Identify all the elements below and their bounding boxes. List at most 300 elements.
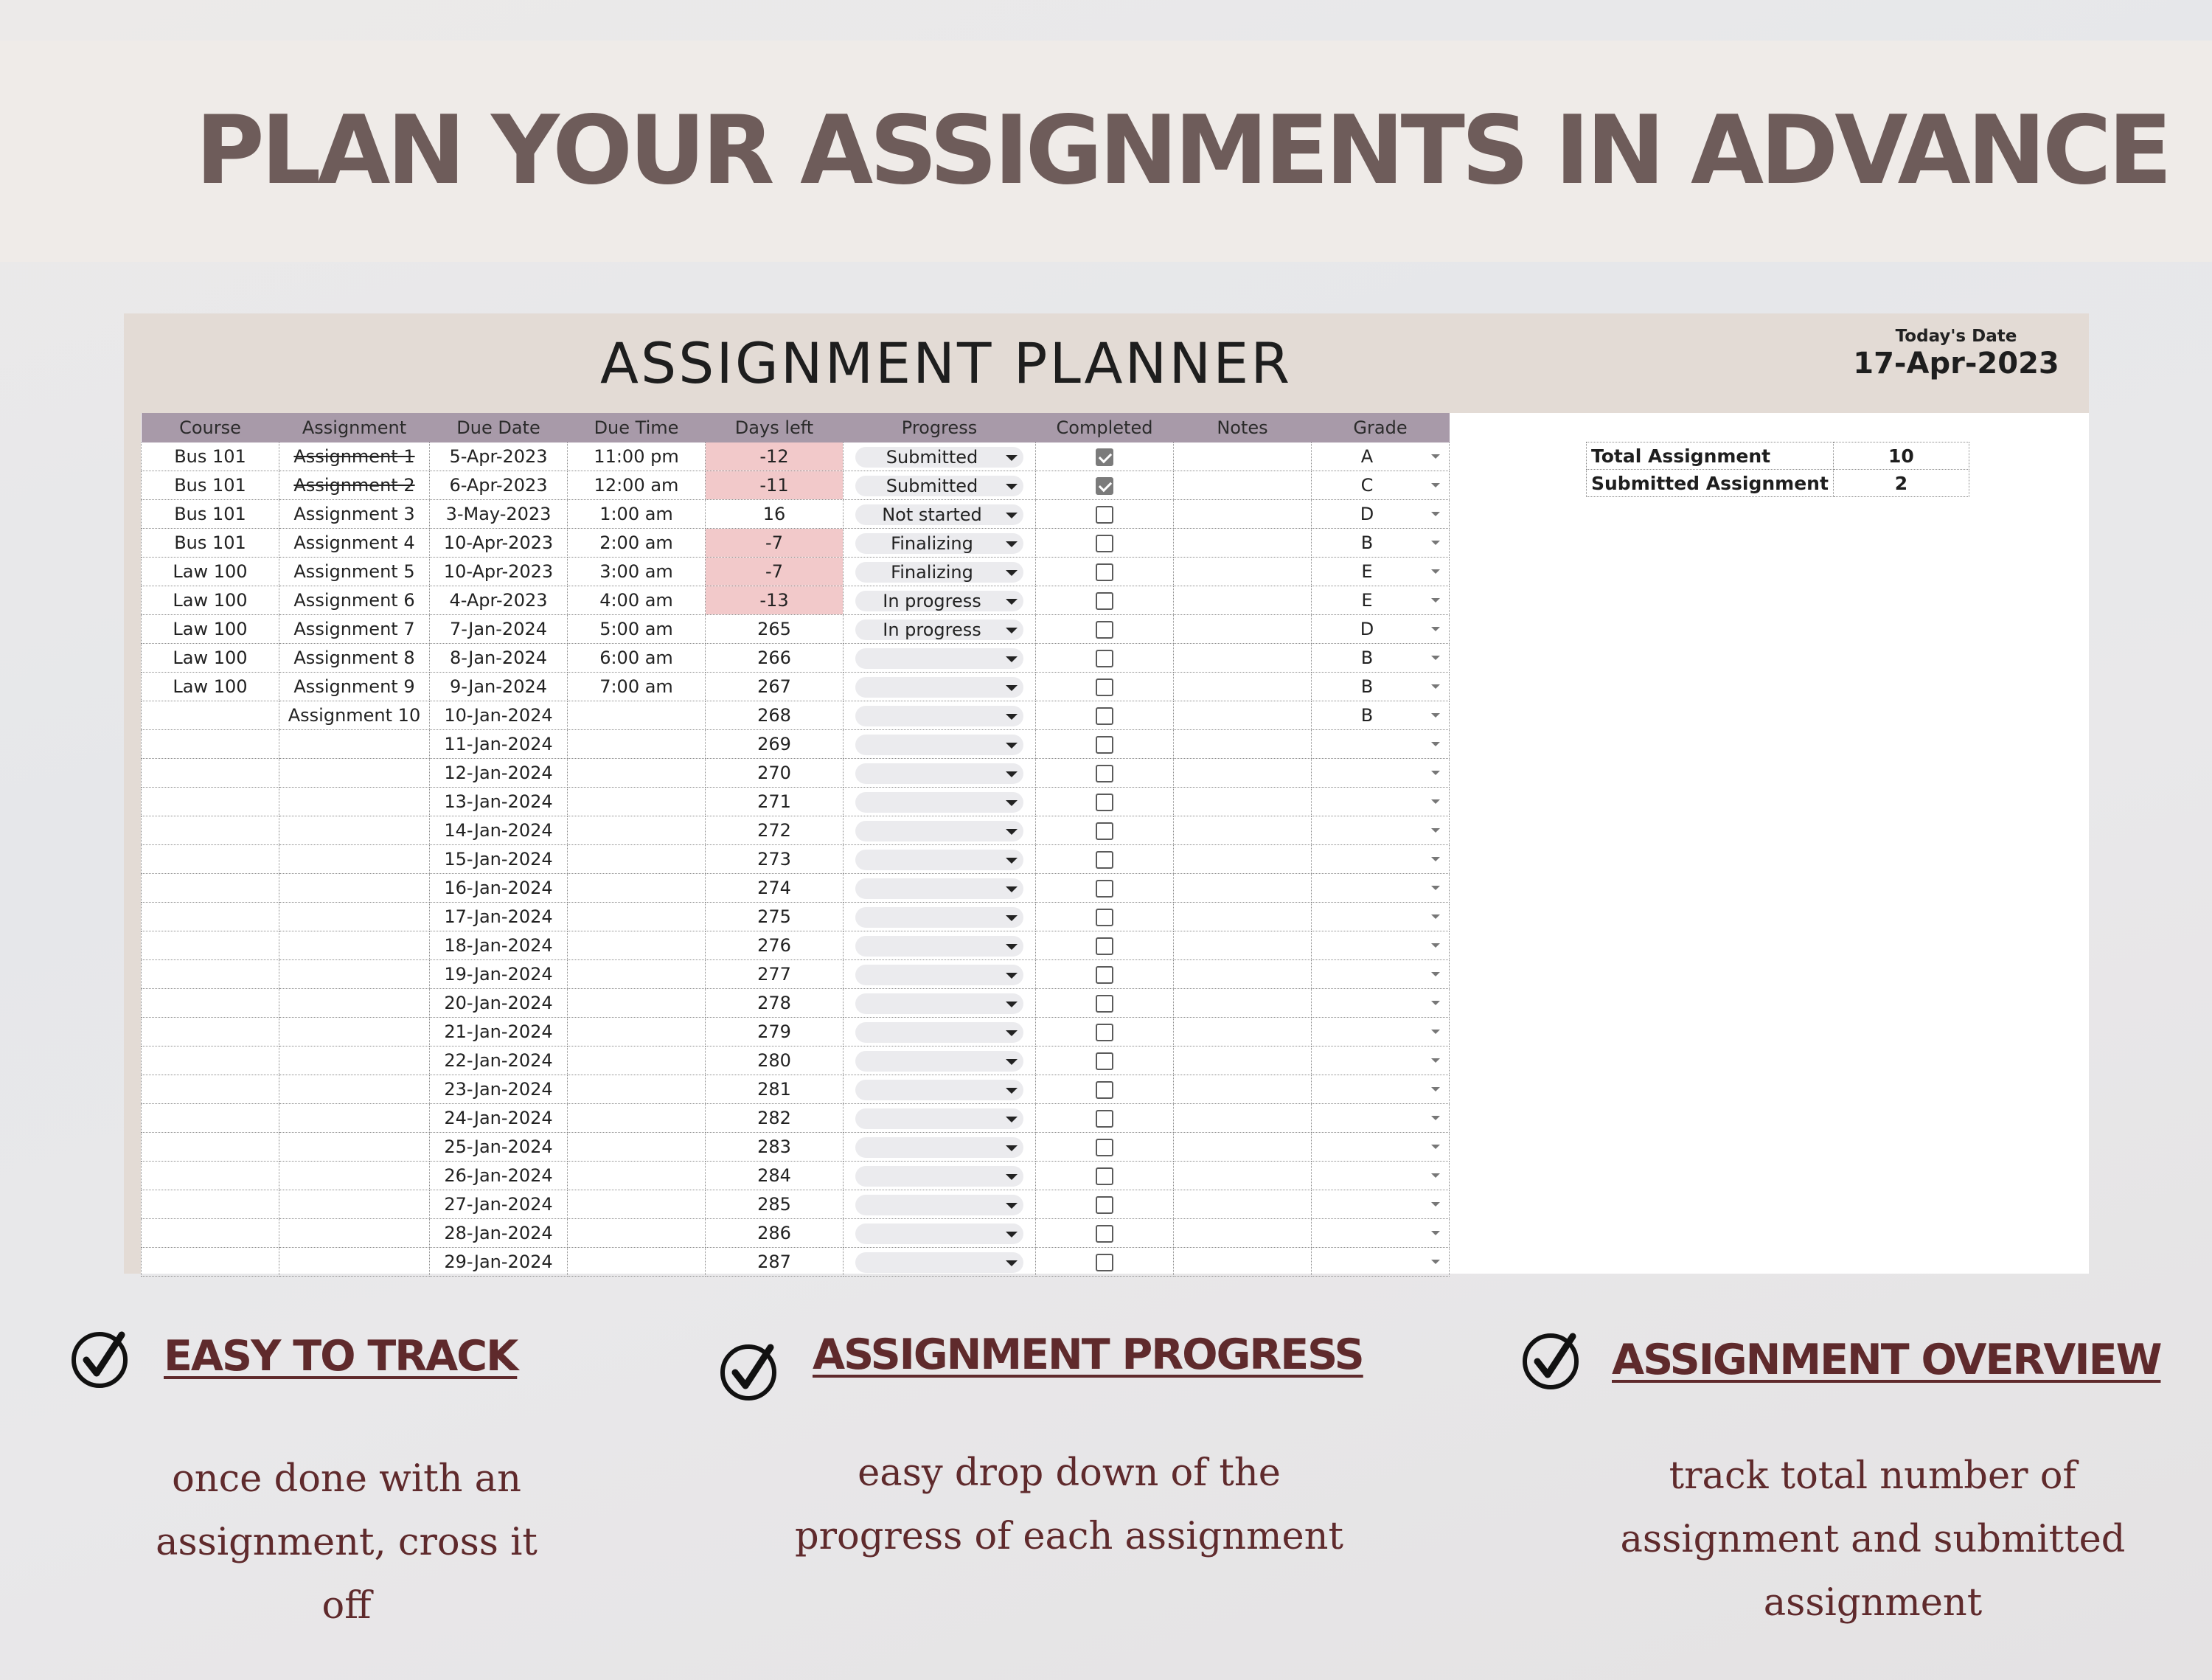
assignment-cell[interactable] <box>279 1075 430 1104</box>
column-header-progress[interactable]: Progress <box>844 413 1036 442</box>
course-cell[interactable]: Bus 101 <box>142 471 279 500</box>
chevron-down-icon[interactable] <box>1006 858 1018 864</box>
grade-cell[interactable] <box>1312 1046 1450 1075</box>
checkbox-icon[interactable] <box>1096 1225 1113 1243</box>
completed-cell[interactable] <box>1036 903 1174 931</box>
checkbox-icon[interactable] <box>1096 1167 1113 1185</box>
progress-dropdown[interactable] <box>855 591 1023 611</box>
caret-down-icon[interactable] <box>1431 1202 1440 1207</box>
course-cell[interactable] <box>142 845 279 874</box>
caret-down-icon[interactable] <box>1431 541 1440 545</box>
notes-cell[interactable] <box>1174 1104 1312 1133</box>
completed-cell[interactable] <box>1036 1219 1174 1248</box>
progress-dropdown[interactable] <box>855 993 1023 1014</box>
chevron-down-icon[interactable] <box>1006 1174 1018 1180</box>
progress-dropdown[interactable] <box>855 1252 1023 1273</box>
grade-cell[interactable] <box>1312 989 1450 1018</box>
due-date-cell[interactable]: 7-Jan-2024 <box>430 615 568 644</box>
checkbox-icon[interactable] <box>1096 1254 1113 1271</box>
days-left-cell[interactable]: 266 <box>706 644 844 673</box>
caret-down-icon[interactable] <box>1431 1260 1440 1264</box>
assignment-cell[interactable] <box>279 1248 430 1277</box>
caret-down-icon[interactable] <box>1431 1058 1440 1063</box>
progress-cell[interactable] <box>844 1248 1036 1277</box>
assignment-cell[interactable]: Assignment 2 <box>279 471 430 500</box>
days-left-cell[interactable]: 280 <box>706 1046 844 1075</box>
due-time-cell[interactable]: 7:00 am <box>568 673 706 701</box>
progress-cell[interactable] <box>844 442 1036 471</box>
course-cell[interactable]: Bus 101 <box>142 442 279 471</box>
completed-cell[interactable] <box>1036 1075 1174 1104</box>
progress-dropdown[interactable] <box>855 763 1023 784</box>
due-date-cell[interactable]: 12-Jan-2024 <box>430 759 568 788</box>
grade-cell[interactable] <box>1312 1133 1450 1162</box>
due-date-cell[interactable]: 28-Jan-2024 <box>430 1219 568 1248</box>
due-date-cell[interactable]: 13-Jan-2024 <box>430 788 568 816</box>
due-time-cell[interactable] <box>568 730 706 759</box>
due-time-cell[interactable]: 12:00 am <box>568 471 706 500</box>
due-time-cell[interactable] <box>568 1018 706 1046</box>
days-left-cell[interactable]: 284 <box>706 1162 844 1190</box>
days-left-cell[interactable]: 274 <box>706 874 844 903</box>
assignment-cell[interactable] <box>279 845 430 874</box>
caret-down-icon[interactable] <box>1431 1087 1440 1091</box>
chevron-down-icon[interactable] <box>1006 1002 1018 1007</box>
completed-cell[interactable] <box>1036 500 1174 529</box>
grade-cell[interactable] <box>1312 471 1450 500</box>
checkbox-icon[interactable] <box>1096 535 1113 552</box>
todays-date-value[interactable]: 17-Apr-2023 <box>1853 347 2059 381</box>
due-time-cell[interactable] <box>568 931 706 960</box>
days-left-cell[interactable]: 285 <box>706 1190 844 1219</box>
notes-cell[interactable] <box>1174 1190 1312 1219</box>
progress-cell[interactable] <box>844 673 1036 701</box>
due-date-cell[interactable]: 24-Jan-2024 <box>430 1104 568 1133</box>
assignment-cell[interactable]: Assignment 7 <box>279 615 430 644</box>
notes-cell[interactable] <box>1174 903 1312 931</box>
chevron-down-icon[interactable] <box>1006 1232 1018 1238</box>
progress-cell[interactable] <box>844 1046 1036 1075</box>
checkbox-icon[interactable] <box>1096 506 1113 524</box>
completed-cell[interactable] <box>1036 442 1174 471</box>
progress-cell[interactable] <box>844 529 1036 558</box>
progress-cell[interactable] <box>844 1219 1036 1248</box>
chevron-down-icon[interactable] <box>1006 829 1018 835</box>
days-left-cell[interactable]: 265 <box>706 615 844 644</box>
assignment-cell[interactable] <box>279 788 430 816</box>
notes-cell[interactable] <box>1174 1219 1312 1248</box>
due-time-cell[interactable]: 6:00 am <box>568 644 706 673</box>
chevron-down-icon[interactable] <box>1006 685 1018 691</box>
days-left-cell[interactable]: -13 <box>706 586 844 615</box>
days-left-cell[interactable]: 279 <box>706 1018 844 1046</box>
completed-cell[interactable] <box>1036 529 1174 558</box>
progress-cell[interactable] <box>844 1018 1036 1046</box>
progress-dropdown[interactable] <box>855 1108 1023 1129</box>
column-header-due-time[interactable]: Due Time <box>568 413 706 442</box>
due-date-cell[interactable]: 29-Jan-2024 <box>430 1248 568 1277</box>
caret-down-icon[interactable] <box>1431 1030 1440 1034</box>
course-cell[interactable] <box>142 874 279 903</box>
due-time-cell[interactable] <box>568 1133 706 1162</box>
progress-dropdown[interactable] <box>855 533 1023 554</box>
notes-cell[interactable] <box>1174 788 1312 816</box>
grade-cell[interactable] <box>1312 1190 1450 1219</box>
checkbox-icon[interactable] <box>1096 621 1113 639</box>
progress-cell[interactable] <box>844 500 1036 529</box>
chevron-down-icon[interactable] <box>1006 743 1018 749</box>
due-time-cell[interactable] <box>568 759 706 788</box>
checkbox-icon[interactable] <box>1096 678 1113 696</box>
chevron-down-icon[interactable] <box>1006 1145 1018 1151</box>
grade-cell[interactable] <box>1312 960 1450 989</box>
due-time-cell[interactable]: 4:00 am <box>568 586 706 615</box>
column-header-due-date[interactable]: Due Date <box>430 413 568 442</box>
notes-cell[interactable] <box>1174 586 1312 615</box>
course-cell[interactable] <box>142 903 279 931</box>
due-date-cell[interactable]: 9-Jan-2024 <box>430 673 568 701</box>
checkbox-icon[interactable] <box>1096 794 1113 811</box>
due-time-cell[interactable] <box>568 1162 706 1190</box>
assignment-cell[interactable] <box>279 730 430 759</box>
due-date-cell[interactable]: 5-Apr-2023 <box>430 442 568 471</box>
grade-cell[interactable] <box>1312 586 1450 615</box>
course-cell[interactable] <box>142 1190 279 1219</box>
completed-cell[interactable] <box>1036 788 1174 816</box>
caret-down-icon[interactable] <box>1431 1001 1440 1005</box>
caret-down-icon[interactable] <box>1431 598 1440 603</box>
due-time-cell[interactable] <box>568 960 706 989</box>
assignment-cell[interactable] <box>279 1162 430 1190</box>
completed-cell[interactable] <box>1036 931 1174 960</box>
completed-cell[interactable] <box>1036 1248 1174 1277</box>
chevron-down-icon[interactable] <box>1006 915 1018 921</box>
progress-cell[interactable] <box>844 558 1036 586</box>
checkbox-icon[interactable] <box>1096 707 1113 725</box>
course-cell[interactable] <box>142 701 279 730</box>
grade-cell[interactable] <box>1312 1018 1450 1046</box>
notes-cell[interactable] <box>1174 845 1312 874</box>
course-cell[interactable]: Bus 101 <box>142 500 279 529</box>
due-date-cell[interactable]: 8-Jan-2024 <box>430 644 568 673</box>
assignment-cell[interactable] <box>279 816 430 845</box>
progress-dropdown[interactable] <box>855 850 1023 870</box>
due-date-cell[interactable]: 21-Jan-2024 <box>430 1018 568 1046</box>
days-left-cell[interactable]: 282 <box>706 1104 844 1133</box>
caret-down-icon[interactable] <box>1431 1145 1440 1149</box>
days-left-cell[interactable]: -11 <box>706 471 844 500</box>
assignment-cell[interactable] <box>279 1018 430 1046</box>
notes-cell[interactable] <box>1174 1248 1312 1277</box>
progress-dropdown[interactable] <box>855 648 1023 669</box>
due-time-cell[interactable] <box>568 874 706 903</box>
notes-cell[interactable] <box>1174 1162 1312 1190</box>
chevron-down-icon[interactable] <box>1006 714 1018 720</box>
assignment-cell[interactable]: Assignment 5 <box>279 558 430 586</box>
chevron-down-icon[interactable] <box>1006 1117 1018 1122</box>
notes-cell[interactable] <box>1174 1046 1312 1075</box>
course-cell[interactable] <box>142 1133 279 1162</box>
course-cell[interactable] <box>142 1104 279 1133</box>
assignment-cell[interactable] <box>279 1190 430 1219</box>
progress-cell[interactable] <box>844 1133 1036 1162</box>
chevron-down-icon[interactable] <box>1006 1203 1018 1209</box>
due-date-cell[interactable]: 4-Apr-2023 <box>430 586 568 615</box>
caret-down-icon[interactable] <box>1431 627 1440 631</box>
progress-dropdown[interactable] <box>855 677 1023 698</box>
course-cell[interactable] <box>142 788 279 816</box>
due-time-cell[interactable] <box>568 1248 706 1277</box>
completed-cell[interactable] <box>1036 845 1174 874</box>
progress-dropdown[interactable] <box>855 907 1023 928</box>
progress-dropdown[interactable] <box>855 1137 1023 1158</box>
caret-down-icon[interactable] <box>1431 1231 1440 1235</box>
grade-cell[interactable] <box>1312 816 1450 845</box>
due-date-cell[interactable]: 27-Jan-2024 <box>430 1190 568 1219</box>
days-left-cell[interactable]: -7 <box>706 529 844 558</box>
assignment-cell[interactable]: Assignment 6 <box>279 586 430 615</box>
chevron-down-icon[interactable] <box>1006 513 1018 518</box>
caret-down-icon[interactable] <box>1431 684 1440 689</box>
assignment-cell[interactable] <box>279 931 430 960</box>
grade-cell[interactable] <box>1312 1075 1450 1104</box>
chevron-down-icon[interactable] <box>1006 973 1018 979</box>
completed-cell[interactable] <box>1036 759 1174 788</box>
caret-down-icon[interactable] <box>1431 713 1440 718</box>
caret-down-icon[interactable] <box>1431 742 1440 746</box>
due-time-cell[interactable] <box>568 1219 706 1248</box>
grade-cell[interactable] <box>1312 759 1450 788</box>
progress-dropdown[interactable] <box>855 562 1023 583</box>
due-date-cell[interactable]: 16-Jan-2024 <box>430 874 568 903</box>
completed-cell[interactable] <box>1036 1190 1174 1219</box>
notes-cell[interactable] <box>1174 1075 1312 1104</box>
due-date-cell[interactable]: 26-Jan-2024 <box>430 1162 568 1190</box>
chevron-down-icon[interactable] <box>1006 1030 1018 1036</box>
grade-cell[interactable] <box>1312 903 1450 931</box>
notes-cell[interactable] <box>1174 730 1312 759</box>
days-left-cell[interactable]: 283 <box>706 1133 844 1162</box>
notes-cell[interactable] <box>1174 989 1312 1018</box>
due-date-cell[interactable]: 14-Jan-2024 <box>430 816 568 845</box>
due-date-cell[interactable]: 3-May-2023 <box>430 500 568 529</box>
completed-cell[interactable] <box>1036 730 1174 759</box>
days-left-cell[interactable]: -12 <box>706 442 844 471</box>
days-left-cell[interactable]: 276 <box>706 931 844 960</box>
chevron-down-icon[interactable] <box>1006 800 1018 806</box>
completed-cell[interactable] <box>1036 1046 1174 1075</box>
checkbox-icon[interactable] <box>1096 1196 1113 1214</box>
days-left-cell[interactable]: 272 <box>706 816 844 845</box>
course-cell[interactable] <box>142 1046 279 1075</box>
progress-cell[interactable] <box>844 471 1036 500</box>
caret-down-icon[interactable] <box>1431 914 1440 919</box>
progress-dropdown[interactable] <box>855 735 1023 755</box>
assignment-cell[interactable] <box>279 903 430 931</box>
caret-down-icon[interactable] <box>1431 512 1440 516</box>
notes-cell[interactable] <box>1174 816 1312 845</box>
completed-cell[interactable] <box>1036 960 1174 989</box>
due-time-cell[interactable] <box>568 701 706 730</box>
days-left-cell[interactable]: 16 <box>706 500 844 529</box>
checkbox-icon[interactable] <box>1096 1139 1113 1156</box>
progress-dropdown[interactable] <box>855 1195 1023 1215</box>
course-cell[interactable] <box>142 730 279 759</box>
checkbox-icon[interactable] <box>1096 1024 1113 1041</box>
notes-cell[interactable] <box>1174 874 1312 903</box>
chevron-down-icon[interactable] <box>1006 599 1018 605</box>
notes-cell[interactable] <box>1174 442 1312 471</box>
completed-cell[interactable] <box>1036 816 1174 845</box>
days-left-cell[interactable]: 278 <box>706 989 844 1018</box>
caret-down-icon[interactable] <box>1431 454 1440 459</box>
progress-cell[interactable] <box>844 759 1036 788</box>
progress-cell[interactable] <box>844 1075 1036 1104</box>
assignment-cell[interactable] <box>279 874 430 903</box>
assignment-cell[interactable] <box>279 1046 430 1075</box>
course-cell[interactable] <box>142 1075 279 1104</box>
course-cell[interactable]: Law 100 <box>142 615 279 644</box>
course-cell[interactable]: Law 100 <box>142 586 279 615</box>
notes-cell[interactable] <box>1174 931 1312 960</box>
completed-cell[interactable] <box>1036 1162 1174 1190</box>
notes-cell[interactable] <box>1174 759 1312 788</box>
grade-cell[interactable] <box>1312 644 1450 673</box>
caret-down-icon[interactable] <box>1431 828 1440 833</box>
checkbox-icon[interactable] <box>1096 765 1113 782</box>
column-header-days-left[interactable]: Days left <box>706 413 844 442</box>
assignment-cell[interactable]: Assignment 1 <box>279 442 430 471</box>
progress-dropdown[interactable] <box>855 504 1023 525</box>
checkbox-icon[interactable] <box>1096 448 1113 466</box>
grade-cell[interactable] <box>1312 529 1450 558</box>
progress-dropdown[interactable] <box>855 1080 1023 1100</box>
due-date-cell[interactable]: 22-Jan-2024 <box>430 1046 568 1075</box>
days-left-cell[interactable]: 268 <box>706 701 844 730</box>
grade-cell[interactable] <box>1312 442 1450 471</box>
due-date-cell[interactable]: 11-Jan-2024 <box>430 730 568 759</box>
grade-cell[interactable] <box>1312 1162 1450 1190</box>
progress-dropdown[interactable] <box>855 965 1023 985</box>
caret-down-icon[interactable] <box>1431 799 1440 804</box>
days-left-cell[interactable]: 269 <box>706 730 844 759</box>
due-date-cell[interactable]: 10-Jan-2024 <box>430 701 568 730</box>
assignment-cell[interactable] <box>279 989 430 1018</box>
assignment-cell[interactable] <box>279 960 430 989</box>
grade-cell[interactable] <box>1312 1104 1450 1133</box>
progress-cell[interactable] <box>844 788 1036 816</box>
notes-cell[interactable] <box>1174 1133 1312 1162</box>
assignment-cell[interactable]: Assignment 10 <box>279 701 430 730</box>
assignment-cell[interactable] <box>279 759 430 788</box>
progress-cell[interactable] <box>844 615 1036 644</box>
chevron-down-icon[interactable] <box>1006 1059 1018 1065</box>
progress-dropdown[interactable] <box>855 792 1023 813</box>
column-header-completed[interactable]: Completed <box>1036 413 1174 442</box>
progress-cell[interactable] <box>844 960 1036 989</box>
days-left-cell[interactable]: 267 <box>706 673 844 701</box>
days-left-cell[interactable]: 270 <box>706 759 844 788</box>
grade-cell[interactable] <box>1312 931 1450 960</box>
chevron-down-icon[interactable] <box>1006 1088 1018 1094</box>
course-cell[interactable] <box>142 1018 279 1046</box>
due-date-cell[interactable]: 19-Jan-2024 <box>430 960 568 989</box>
checkbox-icon[interactable] <box>1096 995 1113 1013</box>
progress-cell[interactable] <box>844 1104 1036 1133</box>
due-date-cell[interactable]: 6-Apr-2023 <box>430 471 568 500</box>
grade-cell[interactable] <box>1312 1219 1450 1248</box>
caret-down-icon[interactable] <box>1431 857 1440 861</box>
due-time-cell[interactable] <box>568 989 706 1018</box>
assignment-cell[interactable] <box>279 1219 430 1248</box>
caret-down-icon[interactable] <box>1431 886 1440 890</box>
days-left-cell[interactable]: 271 <box>706 788 844 816</box>
progress-dropdown[interactable] <box>855 1223 1023 1244</box>
completed-cell[interactable] <box>1036 558 1174 586</box>
progress-cell[interactable] <box>844 903 1036 931</box>
due-time-cell[interactable] <box>568 788 706 816</box>
chevron-down-icon[interactable] <box>1006 484 1018 490</box>
completed-cell[interactable] <box>1036 1104 1174 1133</box>
completed-cell[interactable] <box>1036 644 1174 673</box>
notes-cell[interactable] <box>1174 500 1312 529</box>
progress-cell[interactable] <box>844 989 1036 1018</box>
course-cell[interactable] <box>142 1248 279 1277</box>
course-cell[interactable]: Law 100 <box>142 558 279 586</box>
course-cell[interactable]: Bus 101 <box>142 529 279 558</box>
column-header-grade[interactable]: Grade <box>1312 413 1450 442</box>
grade-cell[interactable] <box>1312 1248 1450 1277</box>
caret-down-icon[interactable] <box>1431 569 1440 574</box>
chevron-down-icon[interactable] <box>1006 455 1018 461</box>
due-date-cell[interactable]: 10-Apr-2023 <box>430 558 568 586</box>
checkbox-icon[interactable] <box>1096 851 1113 869</box>
assignment-cell[interactable] <box>279 1133 430 1162</box>
completed-cell[interactable] <box>1036 1133 1174 1162</box>
checkbox-icon[interactable] <box>1096 736 1113 754</box>
progress-cell[interactable] <box>844 730 1036 759</box>
days-left-cell[interactable]: 273 <box>706 845 844 874</box>
due-date-cell[interactable]: 17-Jan-2024 <box>430 903 568 931</box>
caret-down-icon[interactable] <box>1431 483 1440 487</box>
due-time-cell[interactable]: 11:00 pm <box>568 442 706 471</box>
due-date-cell[interactable]: 23-Jan-2024 <box>430 1075 568 1104</box>
due-time-cell[interactable] <box>568 1046 706 1075</box>
checkbox-icon[interactable] <box>1096 1052 1113 1070</box>
due-time-cell[interactable] <box>568 1075 706 1104</box>
checkbox-icon[interactable] <box>1096 650 1113 667</box>
assignment-cell[interactable] <box>279 1104 430 1133</box>
days-left-cell[interactable]: 277 <box>706 960 844 989</box>
checkbox-icon[interactable] <box>1096 563 1113 581</box>
checkbox-icon[interactable] <box>1096 822 1113 840</box>
due-date-cell[interactable]: 10-Apr-2023 <box>430 529 568 558</box>
days-left-cell[interactable]: -7 <box>706 558 844 586</box>
checkbox-icon[interactable] <box>1096 909 1113 926</box>
course-cell[interactable]: Law 100 <box>142 673 279 701</box>
grade-cell[interactable] <box>1312 500 1450 529</box>
caret-down-icon[interactable] <box>1431 1116 1440 1120</box>
completed-cell[interactable] <box>1036 586 1174 615</box>
notes-cell[interactable] <box>1174 558 1312 586</box>
chevron-down-icon[interactable] <box>1006 570 1018 576</box>
caret-down-icon[interactable] <box>1431 1173 1440 1178</box>
summary-label-submitted[interactable]: Submitted Assignment <box>1587 470 1834 497</box>
completed-cell[interactable] <box>1036 989 1174 1018</box>
summary-label-total[interactable]: Total Assignment <box>1587 442 1834 470</box>
progress-cell[interactable] <box>844 845 1036 874</box>
due-time-cell[interactable] <box>568 845 706 874</box>
